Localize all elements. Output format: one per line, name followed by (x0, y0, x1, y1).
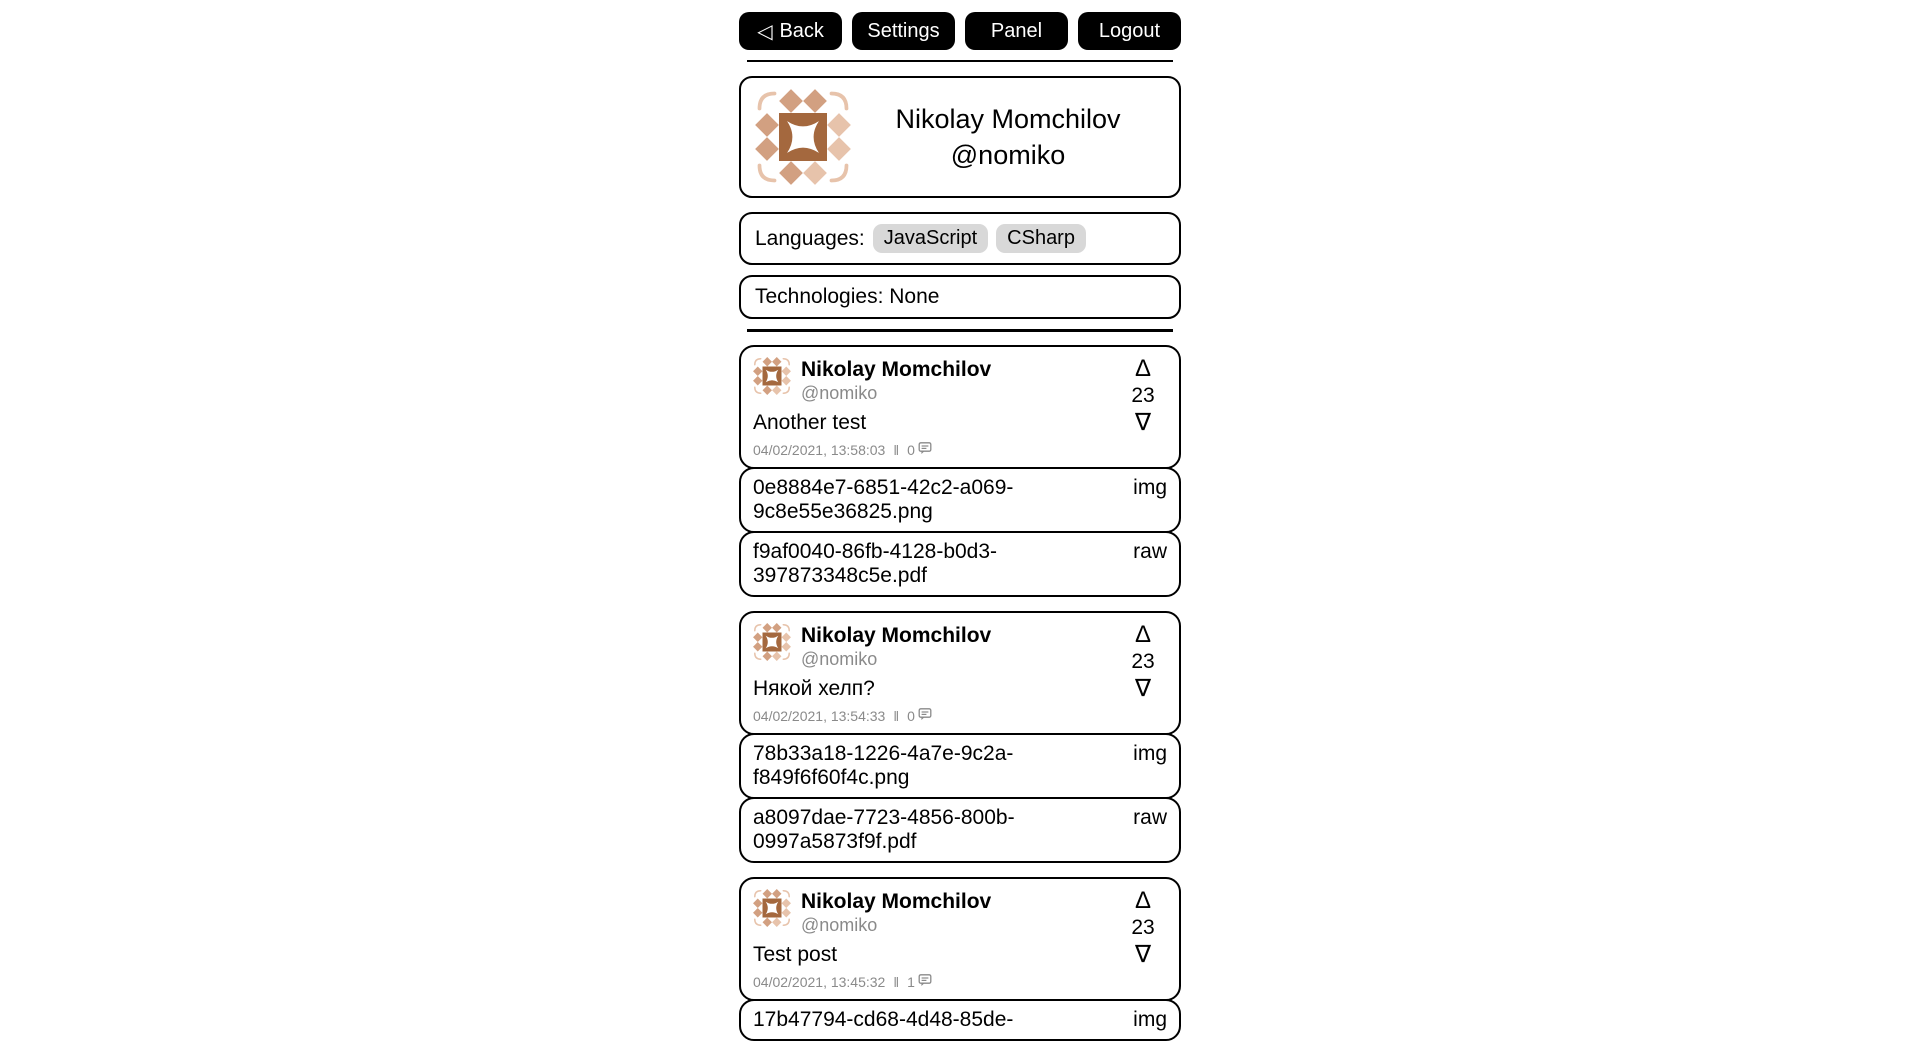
post-author-name: Nikolay Momchilov (801, 624, 992, 647)
upvote-button[interactable]: Δ (1134, 355, 1152, 382)
post-meta (741, 973, 1179, 990)
vote-column (1120, 622, 1166, 702)
post-author-handle: @nomiko (801, 915, 878, 935)
comment-count: 0 (907, 707, 915, 724)
post-header (741, 889, 1179, 937)
toolbar-divider (747, 60, 1173, 62)
attachment-type-badge: img (1133, 742, 1167, 765)
post-timestamp: 04/02/2021, 13:45:32 (753, 973, 886, 990)
attachment-row[interactable] (739, 797, 1181, 863)
comment-icon-slot (918, 441, 932, 458)
comment-bubble-icon (918, 707, 932, 721)
logout-button[interactable]: Logout (1078, 12, 1181, 50)
attachment-filename: 78b33a18-1226-4a7e-9c2a-f849f6f60f4c.png (753, 742, 1014, 789)
attachments-list (739, 733, 1181, 863)
comment-icon-slot (918, 973, 932, 990)
attachment-filename: 0e8884e7-6851-42c2-a069-9c8e55e36825.png (753, 476, 1014, 523)
back-button[interactable] (739, 12, 842, 50)
technologies-card (739, 275, 1181, 319)
comment-bubble-icon (918, 441, 932, 455)
language-tag-javascript: JavaScript (873, 224, 988, 253)
profile-card (739, 76, 1181, 198)
identicon-avatar (753, 357, 791, 395)
attachment-filename: f9af0040-86fb-4128-b0d3-397873348c5e.pdf (753, 540, 998, 587)
attachment-row[interactable] (739, 531, 1181, 597)
technologies-label: Technologies: (755, 285, 884, 308)
attachments-list (739, 999, 1181, 1041)
post-card[interactable] (739, 611, 1181, 735)
main-column (739, 0, 1181, 1041)
identicon-avatar (753, 889, 791, 927)
post-author-name: Nikolay Momchilov (801, 358, 992, 381)
languages-label: Languages: (755, 226, 865, 250)
post-timestamp: 04/02/2021, 13:54:33 (753, 707, 886, 724)
attachment-type-badge: img (1133, 476, 1167, 499)
post-comments (907, 441, 932, 458)
comment-count: 1 (907, 973, 915, 990)
post-author-name: Nikolay Momchilov (801, 890, 992, 913)
attachment-row[interactable] (739, 467, 1181, 533)
vote-count: 23 (1131, 384, 1155, 407)
post-author-handle: @nomiko (801, 383, 878, 403)
downvote-button[interactable]: ∇ (1134, 675, 1152, 702)
vote-count: 23 (1131, 916, 1155, 939)
panel-button[interactable]: Panel (965, 12, 1068, 50)
attachments-list (739, 467, 1181, 597)
comment-count: 0 (907, 441, 915, 458)
posts-list (739, 345, 1181, 1041)
attachment-row[interactable] (739, 999, 1181, 1041)
post-card[interactable] (739, 345, 1181, 469)
post-timestamp: 04/02/2021, 13:58:03 (753, 441, 886, 458)
upvote-button[interactable]: Δ (1134, 887, 1152, 914)
downvote-button[interactable]: ∇ (1134, 941, 1152, 968)
post-comments (907, 973, 932, 990)
post-card[interactable] (739, 877, 1181, 1001)
toolbar (739, 12, 1181, 50)
meta-separator: ‖ (893, 973, 900, 990)
post-avatar (753, 357, 791, 405)
downvote-button[interactable]: ∇ (1134, 409, 1152, 436)
back-arrow-icon: ◁ (757, 20, 773, 43)
post-meta (741, 441, 1179, 458)
post-comments (907, 707, 932, 724)
upvote-button[interactable]: Δ (1134, 621, 1152, 648)
attachment-filename: a8097dae-7723-4856-800b-0997a5873f9f.pdf (753, 806, 1015, 853)
post-header (741, 623, 1179, 671)
vote-count: 23 (1131, 650, 1155, 673)
post-meta (741, 707, 1179, 724)
post (739, 877, 1181, 1041)
language-tag-csharp: CSharp (996, 224, 1086, 253)
attachment-type-badge: img (1133, 1008, 1167, 1031)
comment-bubble-icon (918, 973, 932, 987)
meta-separator: ‖ (893, 707, 900, 724)
technologies-value: None (889, 285, 940, 308)
post-avatar (753, 623, 791, 671)
profile-avatar (755, 89, 851, 185)
comment-icon-slot (918, 707, 932, 724)
post-title: Test post (753, 943, 838, 966)
post-header (741, 357, 1179, 405)
settings-button[interactable]: Settings (852, 12, 955, 50)
attachment-filename: 17b47794-cd68-4d48-85de- (753, 1008, 1014, 1031)
profile-name: Nikolay Momchilov (895, 104, 1121, 134)
attachment-row[interactable] (739, 733, 1181, 799)
back-button-label: Back (779, 19, 824, 42)
vote-column (1120, 888, 1166, 968)
attachment-type-badge: raw (1133, 540, 1167, 563)
post-author-handle: @nomiko (801, 649, 878, 669)
attachment-type-badge: raw (1133, 806, 1167, 829)
post (739, 345, 1181, 597)
post (739, 611, 1181, 863)
vote-column (1120, 356, 1166, 436)
identicon-avatar (755, 89, 851, 185)
profile-handle: @nomiko (950, 140, 1066, 170)
post-title: Another test (753, 411, 867, 434)
feed-divider (747, 329, 1173, 332)
post-title: Някой хелп? (753, 677, 875, 700)
identicon-avatar (753, 623, 791, 661)
post-avatar (753, 889, 791, 937)
languages-card (739, 212, 1181, 265)
meta-separator: ‖ (893, 441, 900, 458)
